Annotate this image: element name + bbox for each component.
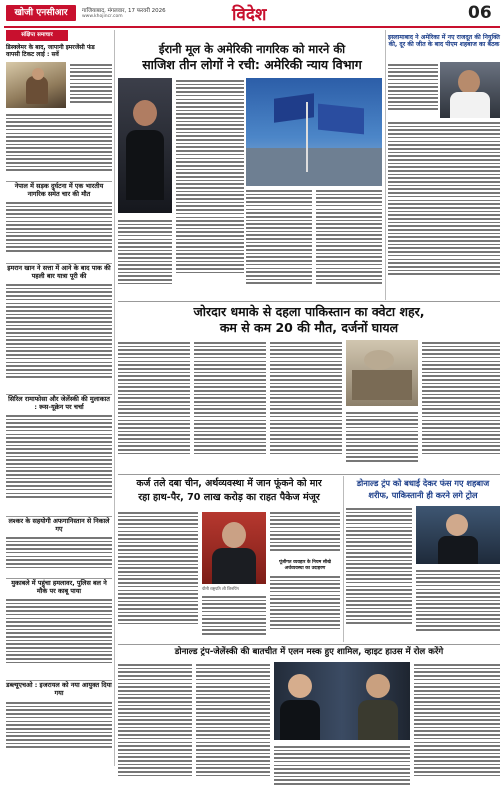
issue-subline: www.khojincr.com [82, 14, 123, 19]
sidebar-intro-headline: डिस्क्लेमर के बाद, जापानी इमरजेंसी फंड वापसी टिकट लाई : सर्वे [6, 44, 95, 58]
divider [118, 644, 500, 645]
bottom-photo [274, 662, 410, 740]
column-divider [385, 30, 386, 300]
sidebar-text [6, 282, 112, 392]
loan-photo [202, 512, 266, 584]
lead-text [246, 188, 312, 298]
loan-headline-line2: रहा हाथ-पैर, 70 लाख करोड़ का राहत पैकेज मंजूर [138, 492, 320, 503]
sidebar-story-headline: मुकाबले में पहुंचा हमलावर, पुलिस बल ने मौके पर काबू पाया [11, 579, 107, 595]
masthead [0, 0, 504, 30]
sidebar-text [70, 62, 112, 108]
sidebar-story-headline: सिरिल रामाफोसा और जेलेंस्की की मुलाकात : रूस-यूक्रेन पर चर्चा [8, 395, 110, 411]
lead-headline-line1: ईरानी मूल के अमेरिकी नागरिक को मारने की [158, 42, 346, 56]
loan-text [270, 510, 340, 558]
right-top-headline: इस्लामाबाद ने अमेरिका में नए राजदूत की नियुक्ति की, दूर की जीत के बाद पीएम शहबाज का बैठक [388, 34, 500, 49]
right-top-text [388, 120, 500, 298]
newspaper-logo: खोजी एनसीआर [6, 5, 76, 21]
sidebar-story-headline: डब्ल्यूएचओ : इजरायल को नया आयुक्त दिया गया [6, 681, 112, 697]
blast-text [194, 340, 266, 470]
blast-text [270, 340, 342, 470]
loan-headline-line1: कर्ज तले दबा चीन, अर्थव्यवस्था में जान फूंकने को मार [136, 478, 322, 489]
bottom-text [118, 662, 192, 792]
lead-text [316, 188, 382, 298]
trump-sharif-headline-line1: डोनाल्ड ट्रंप को बधाई देकर फंस गए शहबाज [356, 478, 490, 488]
column-divider [343, 476, 344, 642]
lead-photo-person [118, 78, 172, 213]
sidebar-text [6, 200, 112, 260]
lead-text [118, 218, 172, 298]
page-number: 06 [468, 3, 492, 23]
bottom-text [414, 662, 500, 792]
lead-text [176, 78, 244, 298]
loan-text [270, 574, 340, 640]
trump-sharif-text [346, 506, 412, 640]
blast-text [346, 410, 418, 470]
loan-text [118, 510, 198, 640]
loan-subhead: पूंजीगत व्यवहार के नियम सीखे अर्थव्यवस्था का उदाहरण [279, 560, 331, 571]
sidebar-tag: संक्षिप्त समाचार [6, 30, 68, 41]
sidebar-story-headline: नेपाल में सड़क दुर्घटना में एक भारतीय नागरिक समेत चार की मौत [14, 182, 104, 198]
issue-date: गाजियाबाद, मंगलवार, 17 फरवरी 2026 [82, 8, 166, 14]
right-top-photo [440, 62, 500, 118]
sidebar-text [6, 535, 112, 575]
divider [118, 301, 500, 302]
blast-text [118, 340, 190, 470]
column-divider [114, 30, 115, 766]
sidebar-photo [6, 62, 66, 108]
bottom-headline: डोनाल्ड ट्रंप-जेलेंस्की की बातचीत में एलन मस्क हुए शामिल, व्हाइट हाउस में रोल करेंगे [174, 647, 444, 657]
lead-headline-line2: साजिश तीन लोगों ने रची: अमेरिकी न्याय विभाग [142, 57, 362, 72]
section-title: विदेश [232, 5, 267, 25]
loan-text [202, 594, 266, 640]
trump-sharif-photo [416, 506, 500, 564]
blast-photo [346, 340, 418, 406]
masthead-rule [4, 26, 500, 28]
sidebar-text [6, 112, 112, 180]
blast-text [422, 340, 500, 470]
lead-photo-flags [246, 78, 382, 186]
divider [118, 474, 500, 475]
sidebar-text [6, 597, 112, 677]
right-top-text [388, 62, 438, 118]
blast-headline-line2: कम से कम 20 की मौत, दर्जनों घायल [219, 320, 399, 335]
sidebar-story-headline: इमरान खान ने सत्ता में आने के बाद पाक की पहली बार यात्रा पूरी की [7, 264, 111, 280]
blast-headline-line1: जोरदार धमाके से दहला पाकिस्तान का क्वेटा शहर, [193, 304, 425, 319]
bottom-text [274, 744, 410, 792]
bottom-text [196, 662, 270, 792]
sidebar-text [6, 700, 112, 760]
sidebar-text [6, 413, 112, 513]
loan-photo-caption: चीनी राष्ट्रपति शी जिनपिंग [202, 586, 239, 591]
sidebar-story-headline: लश्कर के सहयोगी अफगानिस्तान से निकाले गए [8, 517, 110, 533]
trump-sharif-headline-line2: शरीफ, पाकिस्तानी ही करने लगे ट्रोल [368, 490, 478, 500]
trump-sharif-text [416, 568, 500, 640]
